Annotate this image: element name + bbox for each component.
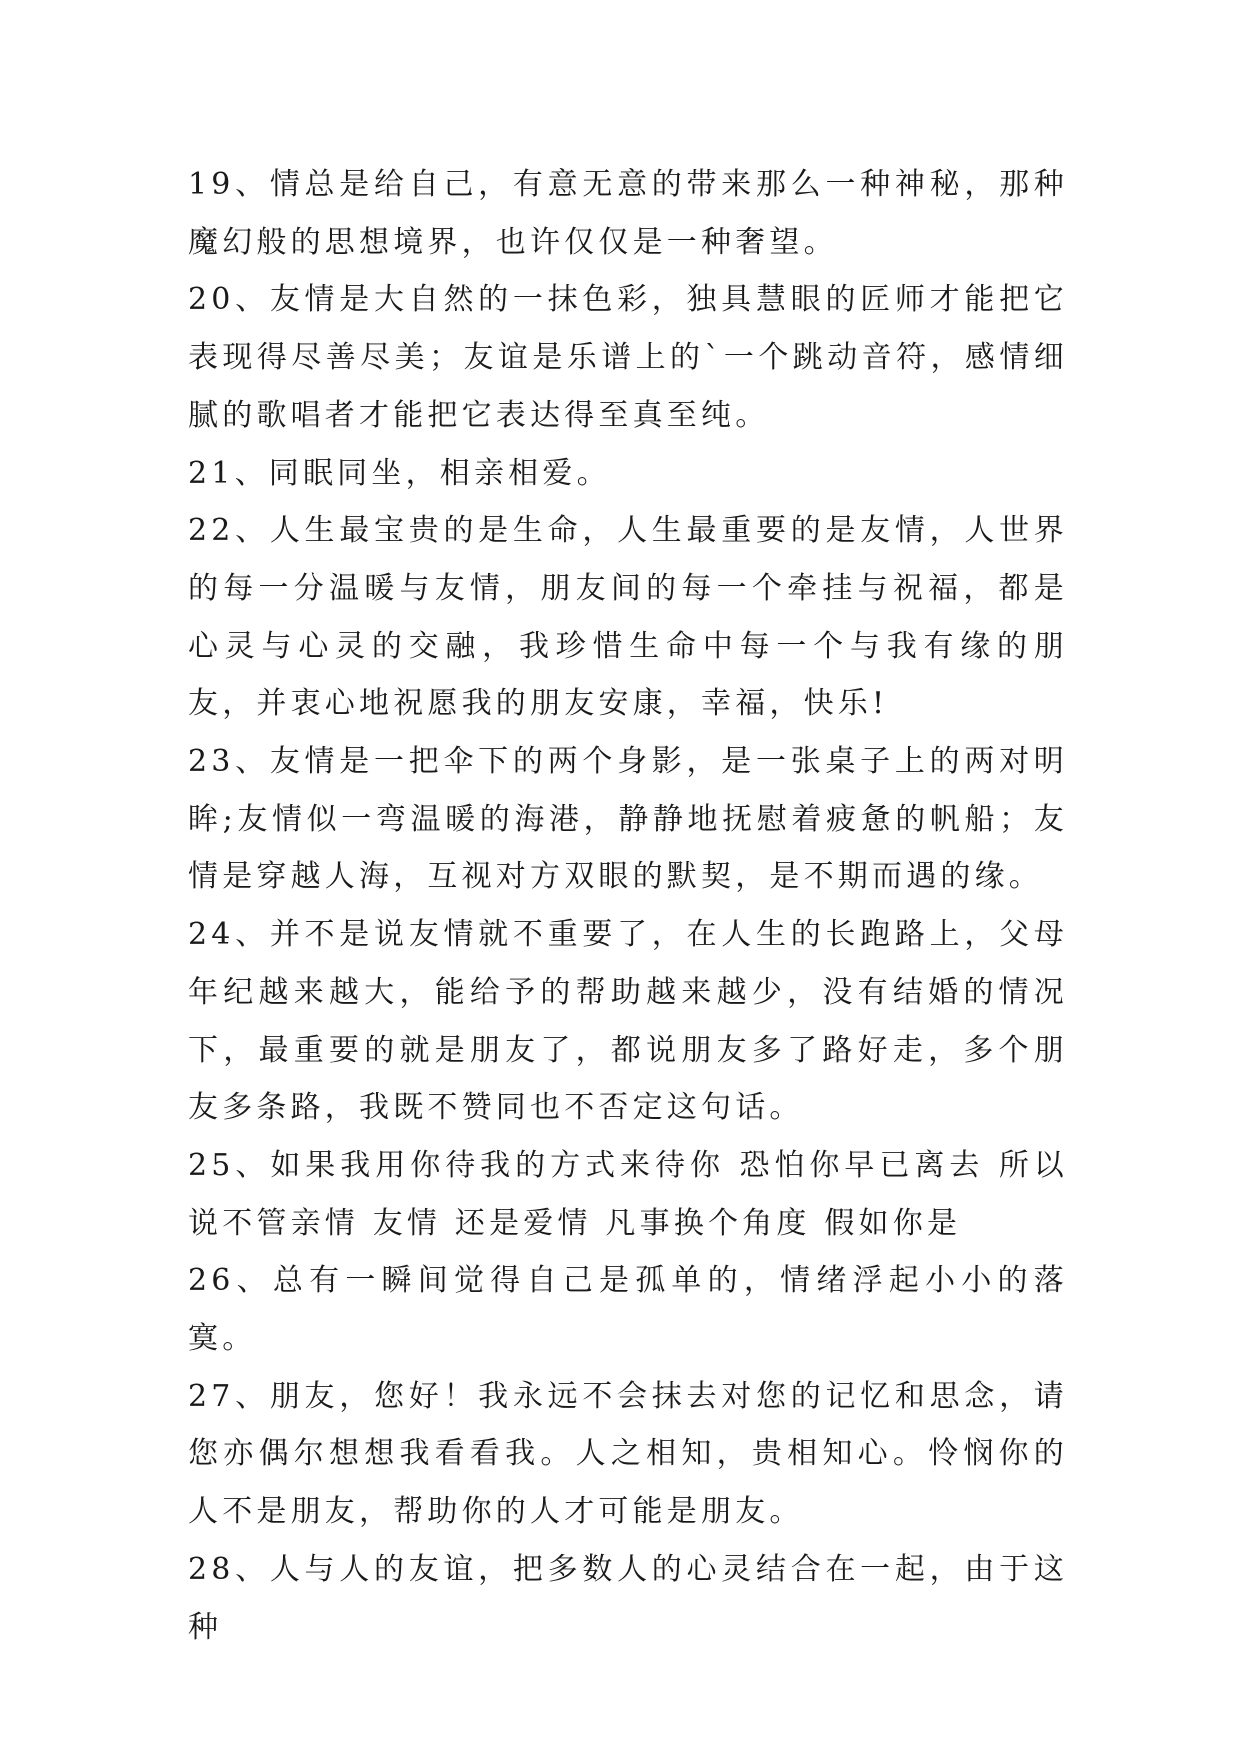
- paragraph-23: 23、友情是一把伞下的两个身影，是一张桌子上的两对明眸;友情似一弯温暖的海港，静静地抚慰着疲惫的帆船；友情是穿越人海，互视对方双眼的默契，是不期而遇的缘。: [188, 744, 1068, 895]
- paragraph-27: 27、朋友，您好！我永远不会抹去对您的记忆和思念，请您亦偶尔想想我看看我。人之相知，贵相知心。怜悯你的人不是朋友，帮助你的人才可能是朋友。: [188, 1378, 1068, 1530]
- paragraph-19: 19、情总是给自己，有意无意的带来那么一种神秘，那种魔幻般的思想境界，也许仅仅是一种奢望。: [188, 167, 1068, 260]
- paragraph-26: 26、总有一瞬间觉得自己是孤单的，情绪浮起小小的落寞。: [188, 1263, 1068, 1357]
- paragraph-20: 20、友情是大自然的一抹色彩，独具慧眼的匠师才能把它表现得尽善尽美；友谊是乐谱上的`一个跳动音符，感情细腻的歌唱者才能把它表达得至真至纯。: [188, 282, 1068, 433]
- paragraph-24: 24、并不是说友情就不重要了，在人生的长跑路上，父母年纪越来越大，能给予的帮助越来越少，没有结婚的情况下，最重要的就是朋友了，都说朋友多了路好走，多个朋友多条路，我既不赞同也不否定这句话。: [188, 917, 1068, 1126]
- paragraph-21: 21、同眠同坐，相亲相爱。: [188, 455, 611, 491]
- document-body: [188, 156, 1068, 1656]
- paragraph-22: 22、人生最宝贵的是生命，人生最重要的是友情，人世界的每一分温暖与友情，朋友间的每一个牵挂与祝福，都是心灵与心灵的交融，我珍惜生命中每一个与我有缘的朋友，并衷心地祝愿我的朋友安康，幸福，快乐!: [188, 513, 1068, 722]
- paragraph-25: 25、如果我用你待我的方式来待你 恐怕你早已离去 所以说不管亲情 友情 还是爱情 凡事换个角度 假如你是: [188, 1147, 1068, 1241]
- paragraph-28: 28、人与人的友谊，把多数人的心灵结合在一起，由于这种: [188, 1551, 1068, 1645]
